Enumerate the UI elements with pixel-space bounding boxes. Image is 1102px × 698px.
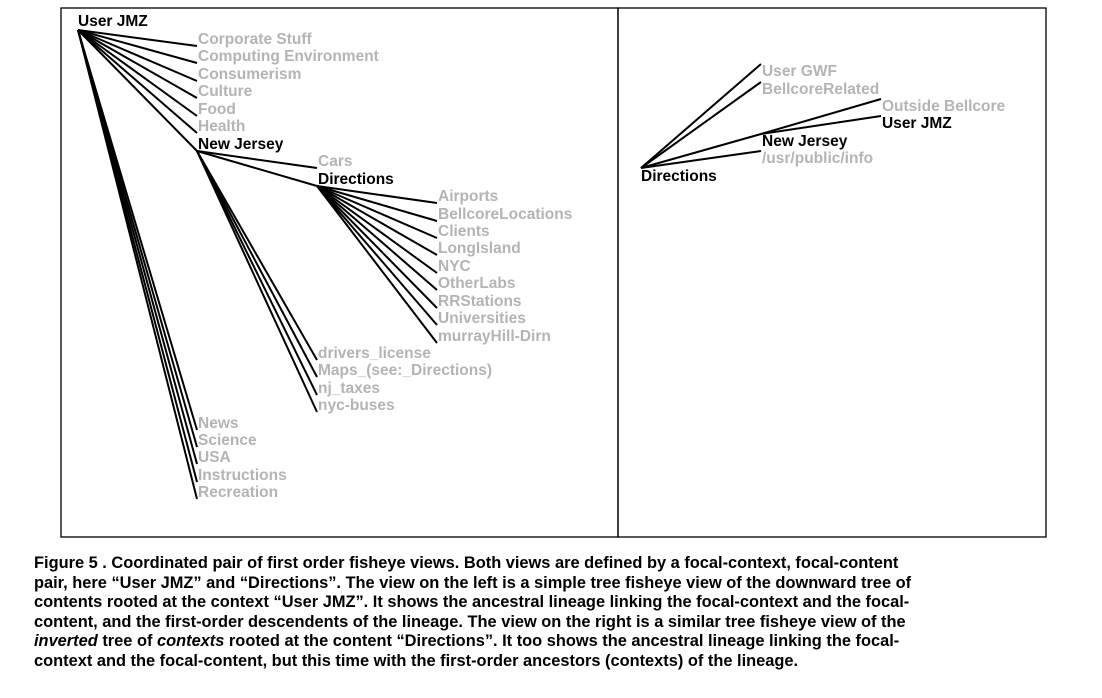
node-label: nyc-buses	[318, 397, 395, 414]
node-label: Health	[198, 118, 246, 135]
node-label: murrayHill-Dirn	[438, 328, 551, 345]
focal-node-label: New Jersey	[762, 133, 848, 150]
node-label: Recreation	[198, 484, 279, 501]
node-label: nj_taxes	[318, 380, 381, 397]
node-label: Science	[198, 432, 257, 449]
focal-node-label: New Jersey	[198, 136, 284, 153]
tree-edge	[317, 186, 437, 255]
tree-edge	[641, 134, 761, 168]
caption-line: inverted tree of contexts rooted at the content “Directions”. It too shows the ancestral lineage linking the focal-	[34, 632, 900, 651]
node-label: Clients	[438, 223, 490, 240]
node-label: Culture	[198, 83, 253, 100]
tree-edge	[761, 99, 881, 134]
tree-edge	[317, 186, 437, 325]
node-label: Instructions	[198, 467, 287, 484]
caption-line: pair, here “User JMZ” and “Directions”. The view on the left is a simple tree fisheye view of the downward tree of	[34, 573, 912, 592]
tree-edge	[197, 151, 317, 412]
node-label: RRStations	[438, 293, 522, 310]
node-label: Cars	[318, 153, 353, 170]
tree-edge	[78, 30, 197, 133]
node-label: LongIsland	[438, 240, 521, 257]
tree-edge	[641, 64, 761, 168]
focal-node-label: User JMZ	[78, 13, 148, 30]
tree-edge	[761, 116, 881, 134]
node-label: Universities	[438, 310, 526, 327]
node-label: NYC	[438, 258, 471, 275]
caption-line: context and the focal-content, but this time with the first-order ancestors (contexts) of the lineage.	[34, 651, 799, 670]
tree-edge	[78, 30, 197, 499]
caption-emphasis: inverted	[34, 632, 98, 651]
focal-node-label: User JMZ	[882, 115, 952, 132]
tree-edge	[197, 151, 317, 377]
caption-line: contents rooted at the context “User JMZ”. It shows the ancestral lineage linking the focal-context and the focal-	[34, 593, 910, 612]
tree-edge	[317, 186, 437, 290]
left-tree-labels	[78, 13, 572, 501]
node-label: OtherLabs	[438, 275, 516, 292]
caption-emphasis: contexts	[156, 632, 225, 651]
node-label: Airports	[438, 188, 499, 205]
tree-edge	[197, 151, 317, 360]
tree-edge	[197, 151, 317, 168]
tree-edge	[197, 151, 317, 395]
node-label: News	[198, 415, 239, 432]
tree-edge	[317, 186, 437, 343]
tree-edge	[641, 82, 761, 168]
node-label: BellcoreLocations	[438, 206, 573, 223]
node-label: /usr/public/info	[762, 150, 874, 167]
node-label: Corporate Stuff	[198, 31, 312, 48]
caption-line: content, and the first-order descendents of the lineage. The view on the right is a similar tree fisheye view of the	[34, 612, 906, 631]
node-label: Food	[198, 101, 236, 118]
node-label: USA	[198, 449, 231, 466]
node-label: Computing Environment	[198, 48, 379, 65]
node-label: BellcoreRelated	[762, 81, 880, 98]
node-label: User GWF	[762, 63, 837, 80]
node-label: Outside Bellcore	[882, 98, 1006, 115]
node-label: Maps_(see:_Directions)	[318, 362, 493, 379]
focal-node-label: Directions	[318, 171, 394, 188]
node-label: drivers_license	[318, 345, 431, 362]
node-label: Consumerism	[198, 66, 302, 83]
focal-node-label: Directions	[641, 168, 717, 185]
left-tree-edges	[78, 30, 437, 499]
caption-line: Figure 5 . Coordinated pair of first order fisheye views. Both views are defined by a focal-context, focal-content	[34, 554, 899, 572]
figure-caption	[34, 554, 1096, 672]
